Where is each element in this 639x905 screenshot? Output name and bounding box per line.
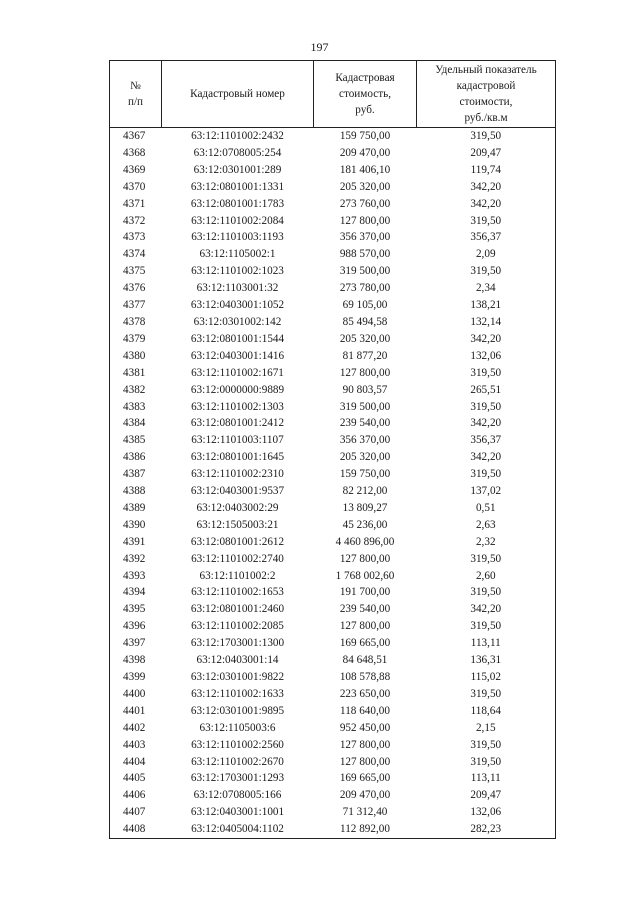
cadastral-cost: 82 212,00: [342, 485, 388, 498]
cadastral-number: 63:12:1101002:1671: [191, 366, 284, 379]
specific-cost: 138,21: [417, 297, 556, 314]
cadastral-cost: 319 500,00: [339, 265, 391, 278]
row-number: 4404: [110, 754, 162, 771]
specific-cost: 118,64: [417, 703, 556, 720]
cadastral-cost: 108 578,88: [339, 671, 391, 683]
cadastral-cost: 319 500,00: [339, 400, 391, 413]
row-number: 4396: [110, 618, 162, 635]
cadastral-number: 63:12:1703001:1300: [190, 637, 285, 650]
row-number: 4393: [110, 568, 162, 585]
table-row: [110, 787, 556, 804]
cadastral-cost: 356 370,00: [339, 434, 391, 447]
table-row: [110, 382, 556, 399]
cadastral-number: 63:12:1101002:1633: [191, 687, 284, 700]
specific-cost: 113,11: [417, 770, 556, 787]
cadastral-number: 63:12:1101002:2670: [191, 755, 284, 768]
table-row: [110, 449, 556, 466]
cadastre-table: [109, 60, 556, 839]
cadastral-cost: 69 105,00: [342, 299, 388, 312]
table-row: [110, 568, 556, 585]
specific-cost: 115,02: [417, 669, 556, 686]
table-row: [110, 754, 556, 771]
row-number: 4372: [110, 213, 162, 230]
specific-cost: 2,32: [417, 534, 556, 551]
table-row: [110, 213, 556, 230]
table-row: [110, 669, 556, 686]
table-row: [110, 770, 556, 787]
table-row: [110, 432, 556, 449]
row-number: 4390: [110, 517, 162, 534]
table-row: [110, 720, 556, 737]
cadastral-number: 63:12:1103001:32: [196, 282, 279, 295]
table-row: [110, 821, 556, 838]
table-row: [110, 483, 556, 500]
row-number: 4380: [110, 348, 162, 365]
specific-cost: 319,50: [417, 213, 556, 230]
specific-cost: 342,20: [417, 331, 556, 348]
specific-cost: 0,51: [417, 500, 556, 517]
cadastral-cost: 118 640,00: [340, 704, 390, 717]
table-row: [110, 584, 556, 601]
table-row: [110, 399, 556, 416]
row-number: 4405: [110, 770, 162, 787]
page-number: 197: [310, 40, 329, 54]
row-number: 4395: [110, 601, 162, 618]
row-number: 4381: [110, 365, 162, 382]
table-row: [110, 196, 556, 213]
specific-cost: 132,14: [417, 314, 556, 331]
specific-cost: 342,20: [417, 179, 556, 196]
cadastral-number: 63:12:1505003:21: [196, 518, 279, 531]
specific-cost: 119,74: [417, 162, 556, 179]
cadastral-cost: 191 700,00: [339, 586, 391, 599]
row-number: 4382: [110, 382, 162, 399]
cadastral-number: 63:12:0403001:1416: [190, 349, 285, 362]
cadastral-cost: 90 803,57: [342, 383, 388, 396]
specific-cost: 342,20: [417, 449, 556, 466]
cadastral-cost: 1 768 002,60: [335, 569, 395, 582]
table-row: [110, 534, 556, 551]
cadastral-number: 63:12:0301002:142: [193, 315, 282, 328]
cadastral-cost: 239 540,00: [339, 417, 391, 430]
table-row: [110, 314, 556, 331]
cadastral-cost: 127 800,00: [339, 738, 391, 751]
specific-cost: 319,50: [417, 128, 556, 145]
cadastral-cost: 45 236,00: [342, 518, 388, 531]
specific-cost: 137,02: [417, 483, 556, 500]
cadastral-number: 63:12:0708005:254: [193, 146, 282, 159]
cadastral-number: 63:12:0301001:289: [193, 163, 282, 176]
specific-cost: 342,20: [417, 415, 556, 432]
table-row: [110, 297, 556, 314]
row-number: 4379: [110, 331, 162, 348]
row-number: 4377: [110, 297, 162, 314]
cadastral-number: 63:12:0801001:1783: [190, 197, 285, 210]
cadastral-cost: 4 460 896,00: [335, 535, 395, 548]
cadastral-number: 63:12:1101002:2085: [191, 620, 284, 633]
table-row: [110, 145, 556, 162]
row-number: 4367: [110, 128, 162, 145]
table-row: [110, 635, 556, 652]
row-number: 4403: [110, 737, 162, 754]
cadastral-cost: 84 648,51: [342, 654, 388, 667]
row-number: 4407: [110, 804, 162, 821]
specific-cost: 356,37: [417, 229, 556, 246]
specific-cost: 265,51: [417, 382, 556, 399]
cadastral-cost: 205 320,00: [339, 332, 391, 345]
table-row: [110, 652, 556, 669]
header-cadastral-number: Кадастровый номер: [162, 61, 314, 128]
cadastral-number: 63:12:1101002:2432: [191, 130, 284, 142]
table-row: [110, 179, 556, 196]
cadastral-cost: 127 800,00: [339, 366, 391, 379]
table-row: [110, 686, 556, 703]
cadastral-cost: 205 320,00: [339, 451, 391, 464]
specific-cost: 319,50: [417, 737, 556, 754]
cadastral-cost: 85 494,58: [342, 315, 388, 328]
table-row: [110, 500, 556, 517]
row-number: 4373: [110, 229, 162, 246]
cadastral-number: 63:12:0708005:166: [193, 789, 282, 802]
row-number: 4370: [110, 179, 162, 196]
row-number: 4399: [110, 669, 162, 686]
cadastral-cost: 273 780,00: [339, 282, 391, 295]
table-row: [110, 415, 556, 432]
specific-cost: 2,09: [417, 246, 556, 263]
row-number: 4389: [110, 500, 162, 517]
cadastral-number: 63:12:0801001:2612: [190, 535, 285, 548]
cadastral-number: 63:12:1101002:2084: [191, 214, 284, 227]
specific-cost: 319,50: [417, 754, 556, 771]
cadastral-cost: 223 650,00: [339, 687, 391, 700]
specific-cost: 113,11: [417, 635, 556, 652]
cadastral-number: 63:12:0405004:1102: [162, 821, 314, 838]
cadastral-number: 63:12:0801001:2460: [190, 603, 285, 616]
specific-cost: 319,50: [417, 365, 556, 382]
cadastral-number: 63:12:0301001:9822: [190, 671, 285, 683]
row-number: 4392: [110, 551, 162, 568]
cadastral-cost: 127 800,00: [339, 552, 391, 565]
table-row: [110, 162, 556, 179]
cadastral-number: 63:12:0801001:1331: [190, 180, 285, 193]
table-row: [110, 466, 556, 483]
specific-cost: 319,50: [417, 551, 556, 568]
row-number: 4400: [110, 686, 162, 703]
specific-cost: 209,47: [417, 145, 556, 162]
specific-cost: 319,50: [417, 399, 556, 416]
cadastral-number: 63:12:1101003:1193: [191, 231, 284, 244]
table-row: [110, 618, 556, 635]
table-row: [110, 331, 556, 348]
table-row: [110, 263, 556, 280]
row-number: 4397: [110, 635, 162, 652]
specific-cost: 209,47: [417, 787, 556, 804]
table-body: [110, 128, 556, 839]
row-number: 4402: [110, 720, 162, 737]
row-number: 4401: [110, 703, 162, 720]
row-number: 4398: [110, 652, 162, 669]
cadastral-number: 63:12:1101002:1303: [191, 400, 284, 413]
cadastral-cost: 239 540,00: [339, 603, 391, 616]
row-number: 4369: [110, 162, 162, 179]
row-number: 4385: [110, 432, 162, 449]
cadastral-cost: 159 750,00: [339, 130, 391, 142]
cadastral-number: 63:12:1101002:2560: [191, 738, 284, 751]
cadastral-number: 63:12:1703001:1293: [190, 772, 285, 785]
table-row: [110, 280, 556, 297]
row-number: 4406: [110, 787, 162, 804]
row-number: 4387: [110, 466, 162, 483]
row-number: 4408: [110, 821, 162, 838]
row-number: 4376: [110, 280, 162, 297]
row-number: 4368: [110, 145, 162, 162]
cadastral-cost: 273 760,00: [339, 197, 391, 210]
cadastral-number: 63:12:0301001:9895: [190, 704, 285, 717]
specific-cost: 136,31: [417, 652, 556, 669]
cadastral-number: 63:12:0403002:29: [196, 501, 279, 514]
table-row: [110, 551, 556, 568]
specific-cost: 319,50: [417, 618, 556, 635]
cadastral-number: 63:12:1101002:2310: [191, 468, 284, 481]
table-row: [110, 601, 556, 618]
cadastral-number: 63:12:0403001:14: [196, 654, 279, 667]
cadastral-cost: 181 406,10: [339, 163, 391, 176]
specific-cost: 319,50: [417, 584, 556, 601]
specific-cost: 132,06: [417, 804, 556, 821]
cadastral-cost: 169 665,00: [339, 772, 391, 785]
specific-cost: 319,50: [417, 263, 556, 280]
row-number: 4374: [110, 246, 162, 263]
cadastral-number: 63:12:1105002:1: [199, 248, 276, 261]
cadastral-number: 63:12:1101003:1107: [191, 434, 284, 447]
cadastral-cost: 127 800,00: [339, 214, 391, 227]
row-number: 4383: [110, 399, 162, 416]
table-row: [110, 229, 556, 246]
table-row: [110, 804, 556, 821]
header-specific-cost: Удельный показатель кадастровой стоимости, руб./кв.м: [417, 61, 556, 128]
table-row: [110, 737, 556, 754]
cadastral-cost: 169 665,00: [339, 637, 391, 650]
header-row-number: № п/п: [110, 61, 162, 128]
specific-cost: 342,20: [417, 196, 556, 213]
cadastral-number: 63:12:0403001:1001: [190, 806, 285, 819]
cadastral-cost: 205 320,00: [339, 180, 391, 193]
row-number: 4394: [110, 584, 162, 601]
specific-cost: 319,50: [417, 466, 556, 483]
table-row: [110, 348, 556, 365]
specific-cost: 342,20: [417, 601, 556, 618]
row-number: 4388: [110, 483, 162, 500]
cadastral-number: 63:12:0000000:9889: [190, 383, 285, 396]
row-number: 4378: [110, 314, 162, 331]
row-number: 4375: [110, 263, 162, 280]
specific-cost: 2,60: [417, 568, 556, 585]
row-number: 4391: [110, 534, 162, 551]
cadastral-cost: 13 809,27: [342, 501, 388, 514]
cadastral-number: 63:12:1101002:1023: [191, 265, 284, 278]
cadastral-number: 63:12:1101002:2740: [191, 552, 284, 565]
specific-cost: 356,37: [417, 432, 556, 449]
cadastral-cost: 356 370,00: [339, 231, 391, 244]
cadastral-number: 63:12:0801001:1645: [190, 451, 285, 464]
row-number: 4384: [110, 415, 162, 432]
cadastral-cost: 209 470,00: [339, 789, 391, 802]
cadastral-number: 63:12:0403001:1052: [190, 299, 285, 312]
table-header: [110, 61, 556, 128]
table-row: [110, 246, 556, 263]
row-number: 4386: [110, 449, 162, 466]
table-row: [110, 517, 556, 534]
cadastral-cost: 71 312,40: [342, 806, 388, 819]
cadastral-number: 63:12:1101002:2: [199, 569, 276, 582]
specific-cost: 132,06: [417, 348, 556, 365]
table-row: [110, 128, 556, 145]
specific-cost: 2,63: [417, 517, 556, 534]
row-number: 4371: [110, 196, 162, 213]
header-row: [110, 61, 556, 128]
cadastral-cost: 81 877,20: [342, 349, 388, 362]
specific-cost: 319,50: [417, 686, 556, 703]
cadastral-number: 63:12:0403001:9537: [190, 485, 285, 498]
header-cadastral-cost: Кадастровая стоимость, руб.: [314, 61, 417, 128]
cadastral-number: 63:12:0801001:2412: [190, 417, 285, 430]
specific-cost: 2,34: [417, 280, 556, 297]
cadastral-cost: 127 800,00: [339, 755, 391, 768]
table-row: [110, 703, 556, 720]
cadastral-number: 63:12:1105003:6: [199, 721, 276, 734]
cadastral-cost: 209 470,00: [339, 146, 391, 159]
cadastral-cost: 127 800,00: [339, 620, 391, 633]
specific-cost: 2,15: [417, 720, 556, 737]
table-row: [110, 365, 556, 382]
cadastral-cost: 952 450,00: [339, 721, 391, 734]
cadastral-number: 63:12:0801001:1544: [190, 332, 285, 345]
cadastral-cost: 159 750,00: [339, 468, 391, 481]
specific-cost: 282,23: [417, 821, 556, 838]
cadastral-cost: 112 892,00: [314, 821, 417, 838]
cadastral-cost: 988 570,00: [339, 248, 391, 261]
cadastral-number: 63:12:1101002:1653: [191, 586, 284, 599]
